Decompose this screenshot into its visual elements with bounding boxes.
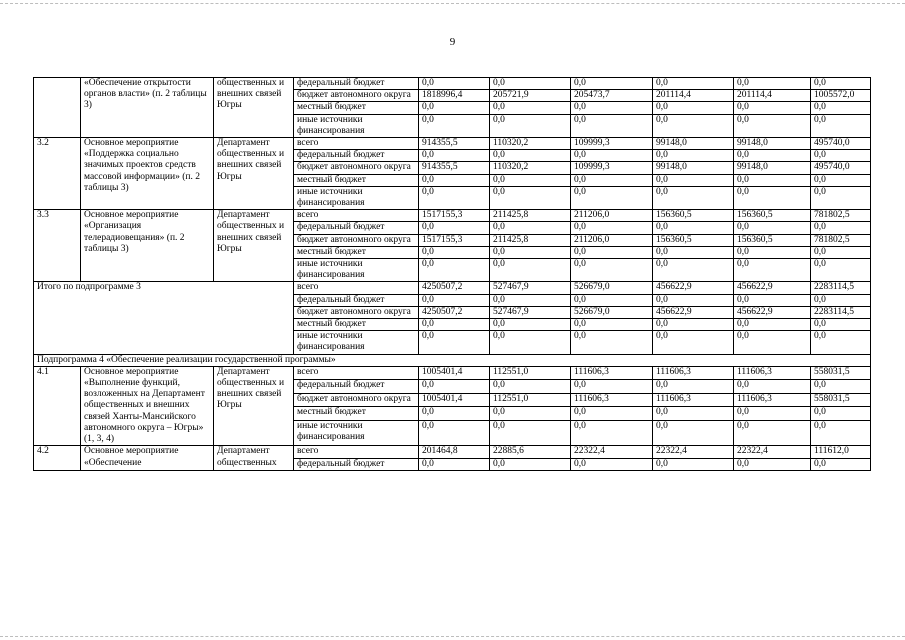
amount-cell: 527467,9: [490, 306, 571, 318]
amount-cell: 495740,0: [811, 138, 871, 150]
amount-cell: 0,0: [653, 114, 734, 137]
amount-cell: 2283114,5: [811, 282, 871, 294]
source-cell: бюджет автономного округа: [294, 306, 419, 318]
amount-cell: 211206,0: [571, 210, 653, 222]
amount-cell: 0,0: [490, 420, 571, 446]
amount-cell: 0,0: [811, 222, 871, 234]
amount-cell: 22322,4: [734, 446, 811, 458]
amount-cell: 914355,5: [419, 162, 490, 174]
amount-cell: 0,0: [653, 420, 734, 446]
amount-cell: 211425,8: [490, 234, 571, 246]
budget-table-body: [34, 78, 871, 471]
amount-cell: 781802,5: [811, 234, 871, 246]
source-cell: федеральный бюджет: [294, 294, 419, 306]
amount-cell: 0,0: [734, 246, 811, 258]
amount-cell: 0,0: [490, 150, 571, 162]
amount-cell: 0,0: [490, 294, 571, 306]
amount-cell: 0,0: [571, 102, 653, 114]
source-cell: местный бюджет: [294, 102, 419, 114]
amount-cell: 2283114,5: [811, 306, 871, 318]
amount-cell: 456622,9: [653, 282, 734, 294]
amount-cell: 109999,3: [571, 162, 653, 174]
source-cell: бюджет автономного округа: [294, 162, 419, 174]
amount-cell: 781802,5: [811, 210, 871, 222]
amount-cell: 0,0: [419, 294, 490, 306]
amount-cell: 201464,8: [419, 446, 490, 458]
amount-cell: 0,0: [419, 380, 490, 393]
amount-cell: 0,0: [419, 458, 490, 470]
activity-name-cell: «Обеспечение открытости органов власти» (п. 2 таблицы 3): [81, 78, 214, 138]
source-cell: федеральный бюджет: [294, 222, 419, 234]
amount-cell: 211425,8: [490, 210, 571, 222]
amount-cell: 0,0: [653, 150, 734, 162]
budget-table: [33, 77, 871, 471]
amount-cell: 0,0: [653, 458, 734, 470]
amount-cell: 0,0: [811, 102, 871, 114]
amount-cell: 0,0: [490, 407, 571, 420]
amount-cell: 0,0: [419, 114, 490, 137]
row-number-cell: 4.1: [34, 366, 81, 445]
amount-cell: 0,0: [734, 380, 811, 393]
amount-cell: 0,0: [419, 186, 490, 209]
amount-cell: 0,0: [571, 407, 653, 420]
amount-cell: 0,0: [419, 78, 490, 90]
subprogram-header-cell: Подпрограмма 4 «Обеспечение реализации государственной программы»: [34, 354, 871, 366]
source-cell: местный бюджет: [294, 174, 419, 186]
table-row: [34, 138, 871, 150]
amount-cell: 111606,3: [571, 393, 653, 406]
amount-cell: 914355,5: [419, 138, 490, 150]
source-cell: иные источники финансирования: [294, 186, 419, 209]
table-row: [34, 210, 871, 222]
executor-cell: Департамент общественных и внешних связей Югры: [214, 138, 294, 210]
amount-cell: 0,0: [653, 222, 734, 234]
amount-cell: 0,0: [419, 102, 490, 114]
activity-name-cell: Основное мероприятие «Организация телерадиовещания» (п. 2 таблицы 3): [81, 210, 214, 282]
amount-cell: 0,0: [490, 380, 571, 393]
executor-cell: общественных и внешних связей Югры: [214, 78, 294, 138]
amount-cell: 201114,4: [653, 90, 734, 102]
amount-cell: 0,0: [734, 222, 811, 234]
amount-cell: 0,0: [571, 174, 653, 186]
amount-cell: 0,0: [490, 458, 571, 470]
amount-cell: 527467,9: [490, 282, 571, 294]
amount-cell: 0,0: [571, 294, 653, 306]
amount-cell: 0,0: [734, 319, 811, 331]
amount-cell: 0,0: [653, 78, 734, 90]
table-row: [34, 354, 871, 366]
source-cell: иные источники финансирования: [294, 331, 419, 354]
amount-cell: 456622,9: [653, 306, 734, 318]
amount-cell: 0,0: [571, 114, 653, 137]
amount-cell: 0,0: [653, 380, 734, 393]
source-cell: всего: [294, 138, 419, 150]
row-number-cell: 4.2: [34, 446, 81, 470]
source-cell: федеральный бюджет: [294, 78, 419, 90]
amount-cell: 1517155,3: [419, 210, 490, 222]
table-row: [34, 366, 871, 379]
amount-cell: 111606,3: [571, 366, 653, 379]
amount-cell: 0,0: [571, 246, 653, 258]
amount-cell: 211206,0: [571, 234, 653, 246]
source-cell: бюджет автономного округа: [294, 393, 419, 406]
amount-cell: 558031,5: [811, 393, 871, 406]
amount-cell: 0,0: [734, 294, 811, 306]
amount-cell: 0,0: [811, 294, 871, 306]
amount-cell: 0,0: [653, 102, 734, 114]
page-number: 9: [449, 36, 456, 48]
amount-cell: 0,0: [811, 174, 871, 186]
amount-cell: 0,0: [419, 150, 490, 162]
amount-cell: 0,0: [419, 259, 490, 282]
amount-cell: 156360,5: [734, 234, 811, 246]
page-top-edge: [0, 3, 905, 4]
source-cell: местный бюджет: [294, 246, 419, 258]
amount-cell: 0,0: [811, 380, 871, 393]
amount-cell: 1818996,4: [419, 90, 490, 102]
amount-cell: 0,0: [811, 246, 871, 258]
source-cell: местный бюджет: [294, 407, 419, 420]
amount-cell: 0,0: [419, 222, 490, 234]
amount-cell: 0,0: [811, 420, 871, 446]
amount-cell: 0,0: [419, 319, 490, 331]
amount-cell: 22322,4: [571, 446, 653, 458]
table-row: [34, 78, 871, 90]
amount-cell: 111606,3: [653, 366, 734, 379]
amount-cell: 0,0: [811, 458, 871, 470]
row-number-cell: 3.2: [34, 138, 81, 210]
source-cell: всего: [294, 210, 419, 222]
activity-name-cell: Основное мероприятие «Поддержка социально значимых проектов средств массовой информации» (п. 2 таблицы 3): [81, 138, 214, 210]
amount-cell: 111612,0: [811, 446, 871, 458]
source-cell: иные источники финансирования: [294, 259, 419, 282]
amount-cell: 0,0: [653, 294, 734, 306]
source-cell: федеральный бюджет: [294, 150, 419, 162]
amount-cell: 0,0: [571, 420, 653, 446]
table-row: [34, 282, 871, 294]
amount-cell: 156360,5: [653, 234, 734, 246]
amount-cell: 526679,0: [571, 282, 653, 294]
amount-cell: 205721,9: [490, 90, 571, 102]
amount-cell: 0,0: [419, 420, 490, 446]
amount-cell: 0,0: [734, 114, 811, 137]
amount-cell: 0,0: [734, 150, 811, 162]
amount-cell: 0,0: [653, 174, 734, 186]
amount-cell: 526679,0: [571, 306, 653, 318]
amount-cell: 99148,0: [653, 162, 734, 174]
amount-cell: 0,0: [571, 186, 653, 209]
amount-cell: 111606,3: [734, 366, 811, 379]
amount-cell: 0,0: [811, 78, 871, 90]
amount-cell: 0,0: [490, 259, 571, 282]
amount-cell: 0,0: [571, 222, 653, 234]
amount-cell: 1005401,4: [419, 393, 490, 406]
activity-name-cell: Основное мероприятие «Выполнение функций, возложенных на Департамент общественных и внешних связей Ханты-Мансийского автономного округа – Югры» (1, 3, 4): [81, 366, 214, 445]
amount-cell: 0,0: [811, 150, 871, 162]
amount-cell: 111606,3: [653, 393, 734, 406]
source-cell: бюджет автономного округа: [294, 90, 419, 102]
amount-cell: 0,0: [419, 331, 490, 354]
amount-cell: 0,0: [734, 420, 811, 446]
source-cell: всего: [294, 446, 419, 458]
amount-cell: 0,0: [571, 78, 653, 90]
amount-cell: 0,0: [571, 458, 653, 470]
amount-cell: 99148,0: [653, 138, 734, 150]
amount-cell: 156360,5: [734, 210, 811, 222]
amount-cell: 110320,2: [490, 138, 571, 150]
amount-cell: 0,0: [734, 259, 811, 282]
amount-cell: 0,0: [734, 78, 811, 90]
source-cell: всего: [294, 366, 419, 379]
amount-cell: 205473,7: [571, 90, 653, 102]
amount-cell: 112551,0: [490, 366, 571, 379]
source-cell: бюджет автономного округа: [294, 234, 419, 246]
source-cell: федеральный бюджет: [294, 380, 419, 393]
amount-cell: 0,0: [734, 407, 811, 420]
amount-cell: 22885,6: [490, 446, 571, 458]
row-number-cell: [34, 78, 81, 138]
amount-cell: 0,0: [419, 174, 490, 186]
amount-cell: 0,0: [419, 407, 490, 420]
amount-cell: 1005572,0: [811, 90, 871, 102]
amount-cell: 456622,9: [734, 282, 811, 294]
source-cell: иные источники финансирования: [294, 420, 419, 446]
amount-cell: 201114,4: [734, 90, 811, 102]
amount-cell: 0,0: [811, 114, 871, 137]
executor-cell: Департамент общественных и внешних связей Югры: [214, 366, 294, 445]
amount-cell: 0,0: [571, 150, 653, 162]
amount-cell: 0,0: [811, 331, 871, 354]
amount-cell: 156360,5: [653, 210, 734, 222]
source-cell: местный бюджет: [294, 319, 419, 331]
amount-cell: 99148,0: [734, 162, 811, 174]
amount-cell: 495740,0: [811, 162, 871, 174]
amount-cell: 99148,0: [734, 138, 811, 150]
amount-cell: 0,0: [653, 259, 734, 282]
amount-cell: 0,0: [734, 102, 811, 114]
amount-cell: 0,0: [653, 319, 734, 331]
amount-cell: 4250507,2: [419, 282, 490, 294]
amount-cell: 0,0: [653, 407, 734, 420]
amount-cell: 111606,3: [734, 393, 811, 406]
amount-cell: 0,0: [490, 319, 571, 331]
amount-cell: 0,0: [490, 331, 571, 354]
amount-cell: 22322,4: [653, 446, 734, 458]
executor-cell: Департамент общественных: [214, 446, 294, 470]
amount-cell: 0,0: [653, 331, 734, 354]
amount-cell: 456622,9: [734, 306, 811, 318]
amount-cell: 0,0: [571, 331, 653, 354]
executor-cell: Департамент общественных и внешних связей Югры: [214, 210, 294, 282]
source-cell: федеральный бюджет: [294, 458, 419, 470]
amount-cell: 110320,2: [490, 162, 571, 174]
amount-cell: 0,0: [490, 174, 571, 186]
amount-cell: 0,0: [490, 222, 571, 234]
source-cell: иные источники финансирования: [294, 114, 419, 137]
amount-cell: 0,0: [419, 246, 490, 258]
amount-cell: 0,0: [811, 259, 871, 282]
amount-cell: 0,0: [734, 174, 811, 186]
amount-cell: 0,0: [811, 319, 871, 331]
amount-cell: 1517155,3: [419, 234, 490, 246]
amount-cell: 0,0: [811, 407, 871, 420]
amount-cell: 0,0: [734, 458, 811, 470]
table-row: [34, 446, 871, 458]
amount-cell: 0,0: [490, 78, 571, 90]
amount-cell: 0,0: [571, 380, 653, 393]
page-bottom-edge: [0, 636, 905, 637]
subtotal-label-cell: Итого по подпрограмме 3: [34, 282, 294, 354]
amount-cell: 1005401,4: [419, 366, 490, 379]
amount-cell: 558031,5: [811, 366, 871, 379]
amount-cell: 112551,0: [490, 393, 571, 406]
row-number-cell: 3.3: [34, 210, 81, 282]
amount-cell: 4250507,2: [419, 306, 490, 318]
amount-cell: 0,0: [490, 246, 571, 258]
amount-cell: 109999,3: [571, 138, 653, 150]
amount-cell: 0,0: [653, 246, 734, 258]
amount-cell: 0,0: [653, 186, 734, 209]
activity-name-cell: Основное мероприятие «Обеспечение: [81, 446, 214, 470]
amount-cell: 0,0: [490, 102, 571, 114]
amount-cell: 0,0: [490, 186, 571, 209]
amount-cell: 0,0: [571, 259, 653, 282]
amount-cell: 0,0: [811, 186, 871, 209]
amount-cell: 0,0: [490, 114, 571, 137]
source-cell: всего: [294, 282, 419, 294]
amount-cell: 0,0: [734, 186, 811, 209]
amount-cell: 0,0: [571, 319, 653, 331]
amount-cell: 0,0: [734, 331, 811, 354]
